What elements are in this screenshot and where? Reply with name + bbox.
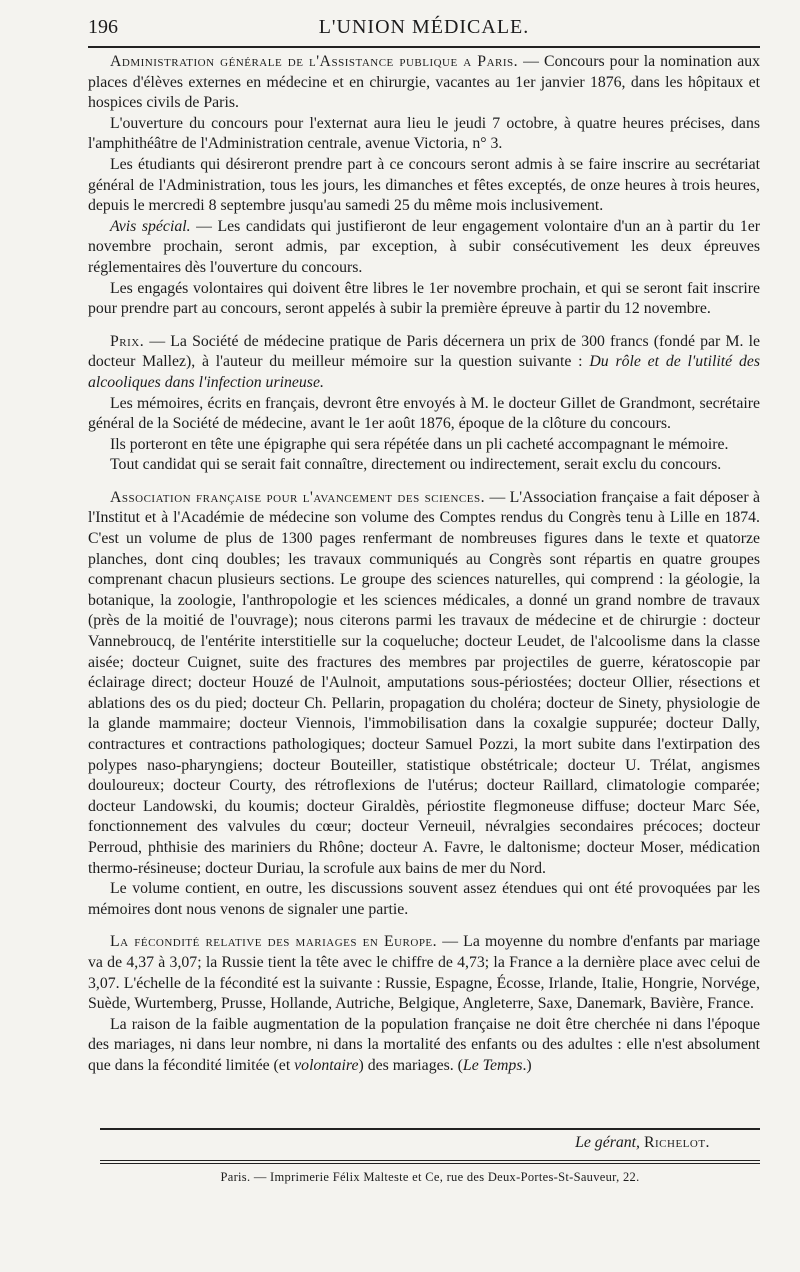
- news-section: [88, 52, 760, 320]
- paragraph: [88, 155, 760, 217]
- paragraph-text: — Concours pour la nomination aux places d'élèves externes en médecine et en chirurgie, vacantes au 1er janvier 1876, dans les hôpitaux et hospices civils de Paris.: [88, 53, 760, 112]
- paragraph-text: — L'Association française a fait déposer à l'Institut et à l'Académie de médecine son volume des Comptes rendus du Congrès tenu à Lille en 1874. C'est un volume de plus de 1300 pages renfermant de nombreuses figures dans le texte et quatorze planches, dont cinq doubles; les travaux communiqués au Congrès sont répartis en quatre groupes comprenant chacun plusieurs sections. Le groupe des sciences naturelles, qui comprend : la géologie, la botanique, la zoologie, l'anthropologie et les sciences médicales, a donné un grand nombre de travaux (près de la moitié de l'ouvrage); nous citerons parmi les travaux de médecine et de chirurgie : docteur Vannebroucq, de l'entérite interstitielle sur la coqueluche; docteur Leudet, de l'alcoolisme dans la classe aisée; docteur Cuignet, suite des fractures des membres par projectiles de guerre, kératoscopie par éclairage direct; docteur Houzé de l'Aulnoit, amputations sous-périostées; docteur Ollier, résections et ablations des os du pied; docteur Ch. Pellarin, propagation du choléra; docteur de Sinety, physiologie de la glande mammaire; docteur Viennois, l'immobilisation dans la coxalgie suppurée; docteur Dally, contractures et contractions pathologiques; docteur Samuel Pozzi, la mort subite dans l'extirpation des polypes naso-pharyngiens; docteur Bouteiller, statistique obstétricale; docteur U. Trélat, angismes douloureux; docteur Courty, des rétroflexions de l'utérus; docteur Raillard, climatologie comparée; docteur Landowski, du koumis; docteur Giraldès, périostite flegmoneuse diffuse; docteur Marc Sée, fonctionnement des valvules du cœur; docteur Verneuil, névralgies secondaires précoces; docteur Perroud, phthisie des mariniers du Rhône; docteur A. Favre, le daltonisme; docteur Moser, médication thermo-résineuse; docteur Duriau, la scrofule aux bains de mer du Nord.: [88, 488, 761, 877]
- section-heading: Prix.: [110, 332, 145, 350]
- footer-rule: [100, 1128, 760, 1130]
- news-section: [88, 932, 760, 1076]
- printer-imprint: Paris. — Imprimerie Félix Malteste et Ce, rue des Deux-Portes-St-Sauveur, 22.: [220, 1170, 640, 1184]
- paragraph-text: — La Société de médecine pratique de Paris décernera un prix de 300 francs (fondé par M. le docteur Mallez), à l'auteur du meilleur mémoire sur la question suivante :: [88, 332, 760, 371]
- page-header: [88, 10, 760, 42]
- paragraph-text: Tout candidat qui se serait fait connaître, directement ou indirectement, serait exclu du concours.: [110, 456, 722, 474]
- paragraph: [88, 52, 760, 114]
- italic-text: Du rôle et de l'utilité des alcooliques dans l'infection urineuse.: [88, 353, 760, 391]
- italic-text: volontaire: [294, 1056, 359, 1074]
- news-section: [88, 488, 760, 920]
- paragraph-text: Le volume contient, en outre, les discussions souvent assez étendues qui ont été provoquées par les mémoires dont nous venons de signaler une partie.: [88, 880, 760, 918]
- article-body: [88, 52, 760, 1077]
- signature-line: [100, 1134, 710, 1152]
- paragraph: [88, 114, 760, 155]
- paragraph: [88, 1015, 760, 1077]
- section-heading: La fécondité relative des mariages en Europe.: [110, 933, 438, 951]
- news-section: [88, 332, 760, 476]
- paragraph-text: L'ouverture du concours pour l'externat aura lieu le jeudi 7 octobre, à quatre heures précises, dans l'amphithéâtre de l'Administration centrale, avenue Victoria, n° 3.: [88, 114, 760, 153]
- paragraph: [88, 435, 760, 456]
- signature-name: Richelot.: [643, 1134, 710, 1151]
- paragraph: [88, 394, 760, 435]
- paragraph: [88, 488, 760, 879]
- section-heading: Association française pour l'avancement des sciences.: [110, 488, 486, 506]
- footer-double-rule-top: [100, 1160, 760, 1161]
- paragraph: [88, 332, 760, 394]
- paragraph-text: — Les candidats qui justifieront de leur engagement volontaire d'un an à partir du 1er novembre prochain, seront admis, par exception, à subir consécutivement les deux épreuves réglementaires dès l'ouverture du concours.: [88, 217, 760, 276]
- paragraph: [88, 455, 760, 476]
- lead-in: Avis spécial.: [110, 217, 191, 235]
- paragraph-text: Les mémoires, écrits en français, devront être envoyés à M. le docteur Gillet de Grandmont, secrétaire général de la Société de médecine, avant le 1er août 1876, époque de la clôture du concours.: [88, 394, 760, 433]
- paragraph: [88, 279, 760, 320]
- paragraph-text: Ils porteront en tête une épigraphe qui sera répétée dans un pli cacheté accompagnant le mémoire.: [110, 435, 729, 453]
- header-rule: [88, 46, 760, 48]
- paragraph: [88, 879, 760, 920]
- paragraph-text: La raison de la faible augmentation de la population française ne doit être cherchée ni dans l'époque des mariages, ni dans leur nombre, ni dans la mortalité des enfants ou des adultes : elle n'est absolument que dans la fécondité limitée (et: [88, 1015, 760, 1074]
- footer-double-rule-bottom: [100, 1163, 760, 1164]
- paragraph-text: — La moyenne du nombre d'enfants par mariage va de 4,37 à 3,07; la Russie tient la tête avec le chiffre de 4,73; la France a la dernière place avec celui de 3,07. L'échelle de la fécondité est la suivante : Russie, Espagne, Écosse, Irlande, Italie, Hongrie, Norvége, Suède, Wurtemberg, Prusse, Hollande, Autriche, Belgique, Angleterre, Saxe, Danemark, Bavière, France.: [88, 933, 760, 1013]
- italic-text: Le Temps: [462, 1056, 523, 1074]
- paragraph: [88, 932, 760, 1014]
- paragraph-text: Les étudiants qui désireront prendre part à ce concours seront admis à se faire inscrire au secrétariat général de l'Administration, tous les jours, les dimanches et fêtes exceptés, de onze heures à trois heures, depuis le mercredi 8 septembre jusqu'au samedi 25 du même mois inclusivement.: [88, 155, 760, 215]
- paragraph-text: Les engagés volontaires qui doivent être libres le 1er novembre prochain, et qui se seront fait inscrire pour prendre part au concours, seront appelés à subir la première épreuve à partir du 12 novembre.: [88, 279, 760, 318]
- paragraph-text: ) des mariages. (: [358, 1056, 463, 1074]
- signature-label: Le gérant,: [575, 1134, 641, 1151]
- running-title: L'UNION MÉDICALE.: [318, 16, 530, 38]
- paragraph: [88, 217, 760, 279]
- paragraph-text: .): [522, 1056, 532, 1074]
- section-heading: Administration générale de l'Assistance publique a Paris.: [110, 53, 519, 70]
- page-number: 196: [88, 16, 118, 38]
